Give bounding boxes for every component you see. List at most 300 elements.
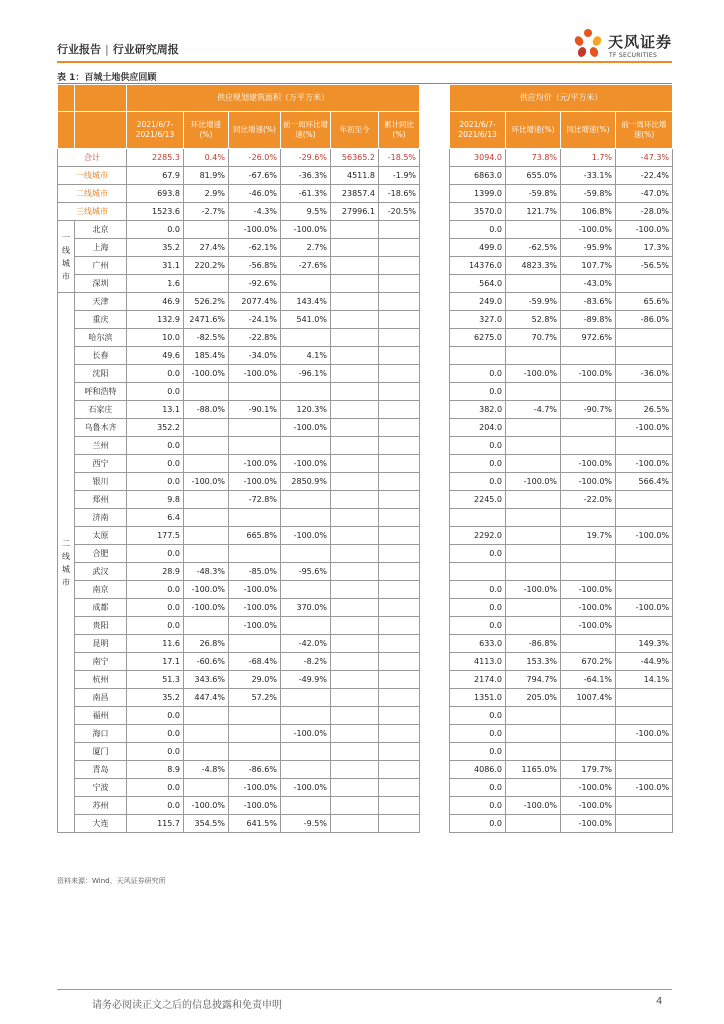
table-cell: -59.8%	[561, 185, 616, 203]
table-cell: 2245.0	[450, 491, 506, 509]
table-cell	[506, 527, 561, 545]
row-label: 沈阳	[75, 365, 127, 383]
table-cell: 343.6%	[184, 671, 229, 689]
table-cell	[506, 599, 561, 617]
table-cell: -59.8%	[506, 185, 561, 203]
table-cell: 0.0	[450, 221, 506, 239]
table-cell: -100.0%	[561, 815, 616, 833]
header-supply-area-group: 供应规划建筑面积（万平方米）	[127, 85, 420, 112]
land-supply-table	[57, 84, 673, 833]
table-cell	[184, 221, 229, 239]
table-cell: 51.3	[127, 671, 184, 689]
row-label: 呼和浩特	[75, 383, 127, 401]
table-cell: 6863.0	[450, 167, 506, 185]
table-cell: -49.9%	[281, 671, 331, 689]
column-gap	[420, 779, 450, 797]
table-cell: -20.5%	[379, 203, 420, 221]
table-cell	[379, 815, 420, 833]
header-divider	[57, 61, 672, 63]
table-cell	[331, 797, 379, 815]
table-cell	[331, 365, 379, 383]
table-cell: -56.5%	[616, 257, 673, 275]
table-cell	[561, 437, 616, 455]
row-label: 天津	[75, 293, 127, 311]
table-cell	[281, 437, 331, 455]
table-cell: 4823.3%	[506, 257, 561, 275]
table-cell	[281, 509, 331, 527]
header-blank	[75, 112, 127, 149]
column-gap	[420, 455, 450, 473]
table-cell: 0.0	[450, 599, 506, 617]
table-cell	[331, 401, 379, 419]
row-label: 哈尔滨	[75, 329, 127, 347]
table-cell	[561, 725, 616, 743]
table-row	[58, 419, 673, 437]
table-cell: 2077.4%	[229, 293, 281, 311]
row-label: 昆明	[75, 635, 127, 653]
column-gap	[420, 437, 450, 455]
table-cell: -100.0%	[229, 797, 281, 815]
table-cell	[379, 797, 420, 815]
table-cell: 0.0	[127, 779, 184, 797]
table-cell: -100.0%	[561, 365, 616, 383]
table-cell	[616, 491, 673, 509]
table-row	[58, 581, 673, 599]
page-number: 4	[656, 996, 663, 1007]
table-cell: 0.0	[450, 725, 506, 743]
column-gap	[420, 815, 450, 833]
table-cell: 566.4%	[616, 473, 673, 491]
row-label: 兰州	[75, 437, 127, 455]
column-gap	[420, 599, 450, 617]
row-label: 重庆	[75, 311, 127, 329]
table-cell	[229, 509, 281, 527]
table-cell: -44.9%	[616, 653, 673, 671]
table-cell: -100.0%	[184, 365, 229, 383]
table-cell: -100.0%	[616, 725, 673, 743]
table-cell: -100.0%	[184, 581, 229, 599]
table-cell: 0.0	[127, 581, 184, 599]
table-cell	[379, 221, 420, 239]
table-cell	[184, 707, 229, 725]
header-col-period: 2021/6/7-2021/6/13	[127, 112, 184, 149]
row-label: 海口	[75, 725, 127, 743]
table-cell: 81.9%	[184, 167, 229, 185]
table-cell: 14376.0	[450, 257, 506, 275]
table-cell: 1.7%	[561, 149, 616, 167]
header-col-mom: 环比增速(%)	[184, 112, 229, 149]
table-cell	[281, 689, 331, 707]
table-cell: 4086.0	[450, 761, 506, 779]
table-cell: -82.5%	[184, 329, 229, 347]
table-cell	[331, 815, 379, 833]
table-cell: -67.6%	[229, 167, 281, 185]
table-cell	[331, 725, 379, 743]
column-gap	[420, 797, 450, 815]
table-cell: 10.0	[127, 329, 184, 347]
table-cell	[506, 437, 561, 455]
table-cell: 0.0	[127, 383, 184, 401]
table-cell	[379, 599, 420, 617]
table-cell	[379, 725, 420, 743]
column-gap	[420, 743, 450, 761]
table-cell: 65.6%	[616, 293, 673, 311]
table-cell: 354.5%	[184, 815, 229, 833]
row-label: 上海	[75, 239, 127, 257]
table-cell: -36.0%	[616, 365, 673, 383]
table-cell	[379, 473, 420, 491]
table-row	[58, 743, 673, 761]
table-cell	[331, 383, 379, 401]
table-cell	[184, 725, 229, 743]
table-cell	[616, 545, 673, 563]
table-cell	[379, 743, 420, 761]
table-cell: 249.0	[450, 293, 506, 311]
row-label: 深圳	[75, 275, 127, 293]
header-blank	[75, 85, 127, 112]
table-cell: -95.9%	[561, 239, 616, 257]
footer-divider	[57, 989, 672, 990]
table-cell	[379, 419, 420, 437]
table-cell: -26.0%	[229, 149, 281, 167]
table-cell: -42.0%	[281, 635, 331, 653]
row-label: 南京	[75, 581, 127, 599]
table-cell: -100.0%	[281, 725, 331, 743]
header-gap	[420, 85, 450, 112]
table-cell: -36.3%	[281, 167, 331, 185]
table-cell: 0.0	[450, 797, 506, 815]
table-cell: 31.1	[127, 257, 184, 275]
header-col-price-mom: 环比增速(%)	[506, 112, 561, 149]
table-cell: -96.1%	[281, 365, 331, 383]
table-cell: -47.3%	[616, 149, 673, 167]
table-cell: -100.0%	[281, 419, 331, 437]
table-cell	[561, 419, 616, 437]
table-cell: 0.0	[127, 599, 184, 617]
table-cell: -100.0%	[616, 419, 673, 437]
table-cell	[331, 311, 379, 329]
table-cell	[331, 419, 379, 437]
table-cell: 1165.0%	[506, 761, 561, 779]
table-cell: 27996.1	[331, 203, 379, 221]
table-cell: -64.1%	[561, 671, 616, 689]
table-cell: -100.0%	[506, 365, 561, 383]
table-cell: -100.0%	[281, 527, 331, 545]
table-cell	[331, 455, 379, 473]
table-cell: -100.0%	[229, 617, 281, 635]
table-cell	[281, 491, 331, 509]
column-gap	[420, 761, 450, 779]
table-cell: 6275.0	[450, 329, 506, 347]
table-cell	[616, 617, 673, 635]
table-cell: 0.0	[450, 455, 506, 473]
table-row	[58, 383, 673, 401]
column-gap	[420, 671, 450, 689]
table-cell	[561, 383, 616, 401]
table-cell	[184, 491, 229, 509]
table-cell	[184, 509, 229, 527]
table-cell	[506, 743, 561, 761]
table-cell: 11.6	[127, 635, 184, 653]
table-cell	[450, 509, 506, 527]
table-cell: 2292.0	[450, 527, 506, 545]
table-cell: -4.7%	[506, 401, 561, 419]
table-cell: 13.1	[127, 401, 184, 419]
table-cell: -100.0%	[281, 779, 331, 797]
header-separator: |	[105, 43, 109, 56]
column-gap	[420, 203, 450, 221]
table-cell: -68.4%	[229, 653, 281, 671]
table-cell: 0.0	[450, 617, 506, 635]
table-cell: 0.0	[127, 617, 184, 635]
table-cell: 57.2%	[229, 689, 281, 707]
table-cell: 121.7%	[506, 203, 561, 221]
table-cell: 220.2%	[184, 257, 229, 275]
table-cell: 693.8	[127, 185, 184, 203]
table-cell: 2174.0	[450, 671, 506, 689]
table-cell: -18.6%	[379, 185, 420, 203]
table-cell	[616, 743, 673, 761]
row-label: 福州	[75, 707, 127, 725]
table-cell: 0.0	[127, 365, 184, 383]
table-cell: 0.4%	[184, 149, 229, 167]
row-label: 石家庄	[75, 401, 127, 419]
table-row	[58, 671, 673, 689]
table-cell: 447.4%	[184, 689, 229, 707]
table-body	[58, 85, 673, 833]
table-cell: 327.0	[450, 311, 506, 329]
table-cell	[331, 437, 379, 455]
table-cell: 0.0	[450, 473, 506, 491]
table-cell	[379, 527, 420, 545]
header-col-price-yoy: 同比增速(%)	[561, 112, 616, 149]
logo-english-name: TF SECURITIES	[609, 52, 658, 59]
row-label: 济南	[75, 509, 127, 527]
table-cell	[616, 329, 673, 347]
table-cell	[331, 599, 379, 617]
table-cell	[616, 761, 673, 779]
table-cell: 177.5	[127, 527, 184, 545]
table-row	[58, 347, 673, 365]
table-cell	[184, 527, 229, 545]
column-gap	[420, 311, 450, 329]
row-label: 一线城市	[58, 167, 127, 185]
column-gap	[420, 275, 450, 293]
table-cell	[331, 635, 379, 653]
row-label: 广州	[75, 257, 127, 275]
table-row	[58, 617, 673, 635]
table-cell: -56.8%	[229, 257, 281, 275]
table-cell: 2285.3	[127, 149, 184, 167]
table-cell	[506, 815, 561, 833]
table-cell: 6.4	[127, 509, 184, 527]
header-blank	[58, 112, 75, 149]
row-label: 杭州	[75, 671, 127, 689]
table-cell: 670.2%	[561, 653, 616, 671]
header-blank	[58, 85, 75, 112]
table-cell	[379, 347, 420, 365]
header-gap	[420, 112, 450, 149]
table-cell: -90.1%	[229, 401, 281, 419]
table-cell	[616, 797, 673, 815]
table-cell: -100.0%	[506, 581, 561, 599]
table-cell	[331, 671, 379, 689]
table-row	[58, 635, 673, 653]
table-cell: 2471.6%	[184, 311, 229, 329]
table-cell	[281, 383, 331, 401]
table-cell: 0.0	[127, 743, 184, 761]
table-cell	[506, 725, 561, 743]
column-gap	[420, 653, 450, 671]
table-cell	[616, 275, 673, 293]
logo-mark-icon	[568, 24, 608, 64]
table-cell: -33.1%	[561, 167, 616, 185]
table-cell	[331, 707, 379, 725]
table-cell: 1399.0	[450, 185, 506, 203]
table-cell	[379, 239, 420, 257]
table-row	[58, 473, 673, 491]
table-cell: -59.9%	[506, 293, 561, 311]
table-cell	[616, 815, 673, 833]
table-cell: -100.0%	[229, 455, 281, 473]
table-cell	[331, 779, 379, 797]
table-cell	[379, 689, 420, 707]
table-cell	[616, 383, 673, 401]
report-header	[57, 41, 179, 57]
table-cell: 1523.6	[127, 203, 184, 221]
table-cell: 115.7	[127, 815, 184, 833]
table-cell	[184, 455, 229, 473]
row-label: 成都	[75, 599, 127, 617]
table-cell	[379, 509, 420, 527]
table-cell: 382.0	[450, 401, 506, 419]
table-cell: -100.0%	[616, 527, 673, 545]
table-cell	[184, 617, 229, 635]
table-cell	[281, 707, 331, 725]
table-cell	[281, 581, 331, 599]
table-cell: -83.6%	[561, 293, 616, 311]
table-cell	[331, 239, 379, 257]
table-cell: 0.0	[450, 437, 506, 455]
column-gap	[420, 221, 450, 239]
table-cell	[506, 491, 561, 509]
header-supply-price-group: 供应均价（元/平方米）	[450, 85, 673, 112]
column-gap	[420, 563, 450, 581]
table-cell	[379, 563, 420, 581]
table-cell	[616, 689, 673, 707]
table-cell: 35.2	[127, 689, 184, 707]
table-cell: 153.3%	[506, 653, 561, 671]
table-row	[58, 797, 673, 815]
table-cell: 541.0%	[281, 311, 331, 329]
table-cell: 972.6%	[561, 329, 616, 347]
table-cell: 0.0	[127, 473, 184, 491]
table-cell: 28.9	[127, 563, 184, 581]
table-cell	[229, 725, 281, 743]
table-row	[58, 455, 673, 473]
table-cell: -4.3%	[229, 203, 281, 221]
table-cell	[331, 563, 379, 581]
table-cell: -100.0%	[561, 581, 616, 599]
table-cell	[561, 347, 616, 365]
table-cell	[616, 581, 673, 599]
table-cell: -60.6%	[184, 653, 229, 671]
table-cell: -100.0%	[229, 581, 281, 599]
table-cell	[229, 419, 281, 437]
row-label: 贵阳	[75, 617, 127, 635]
table-cell	[561, 563, 616, 581]
report-type: 行业报告	[57, 43, 101, 56]
table-cell	[561, 707, 616, 725]
table-cell: 526.2%	[184, 293, 229, 311]
table-cell: 0.0	[450, 779, 506, 797]
table-cell: 143.4%	[281, 293, 331, 311]
table-cell: 0.0	[127, 221, 184, 239]
column-gap	[420, 365, 450, 383]
table-cell: -100.0%	[616, 455, 673, 473]
table-cell: 0.0	[450, 581, 506, 599]
table-row	[58, 149, 673, 167]
table-cell	[229, 545, 281, 563]
table-cell	[331, 221, 379, 239]
table-cell	[616, 563, 673, 581]
table-cell	[379, 401, 420, 419]
table-cell: 73.8%	[506, 149, 561, 167]
table-cell	[281, 797, 331, 815]
table-cell: 107.7%	[561, 257, 616, 275]
table-row	[58, 563, 673, 581]
table-cell: 4511.8	[331, 167, 379, 185]
table-cell: 3570.0	[450, 203, 506, 221]
table-cell: -100.0%	[506, 797, 561, 815]
column-gap	[420, 383, 450, 401]
row-label: 青岛	[75, 761, 127, 779]
table-cell: -48.3%	[184, 563, 229, 581]
table-cell: -72.8%	[229, 491, 281, 509]
table-cell: 26.5%	[616, 401, 673, 419]
column-gap	[420, 581, 450, 599]
table-cell	[450, 347, 506, 365]
table-header-row-1	[58, 85, 673, 112]
row-label: 二线城市	[58, 185, 127, 203]
column-gap	[420, 347, 450, 365]
table-cell	[229, 635, 281, 653]
report-series: 行业研究周报	[112, 43, 179, 56]
table-row	[58, 437, 673, 455]
table-cell: 1007.4%	[561, 689, 616, 707]
table-cell: 35.2	[127, 239, 184, 257]
table-cell: 46.9	[127, 293, 184, 311]
table-cell	[506, 455, 561, 473]
table-row	[58, 653, 673, 671]
table-cell: -100.0%	[616, 221, 673, 239]
column-gap	[420, 527, 450, 545]
table-cell	[229, 707, 281, 725]
table-cell: -100.0%	[506, 473, 561, 491]
table-cell: -88.0%	[184, 401, 229, 419]
table-cell: 0.0	[450, 707, 506, 725]
table-cell	[379, 455, 420, 473]
table-cell: 17.3%	[616, 239, 673, 257]
table-row	[58, 275, 673, 293]
table-row	[58, 599, 673, 617]
table-cell	[184, 779, 229, 797]
table-cell	[506, 275, 561, 293]
table-cell: 67.9	[127, 167, 184, 185]
table-row	[58, 509, 673, 527]
column-gap	[420, 329, 450, 347]
company-logo	[568, 24, 678, 64]
